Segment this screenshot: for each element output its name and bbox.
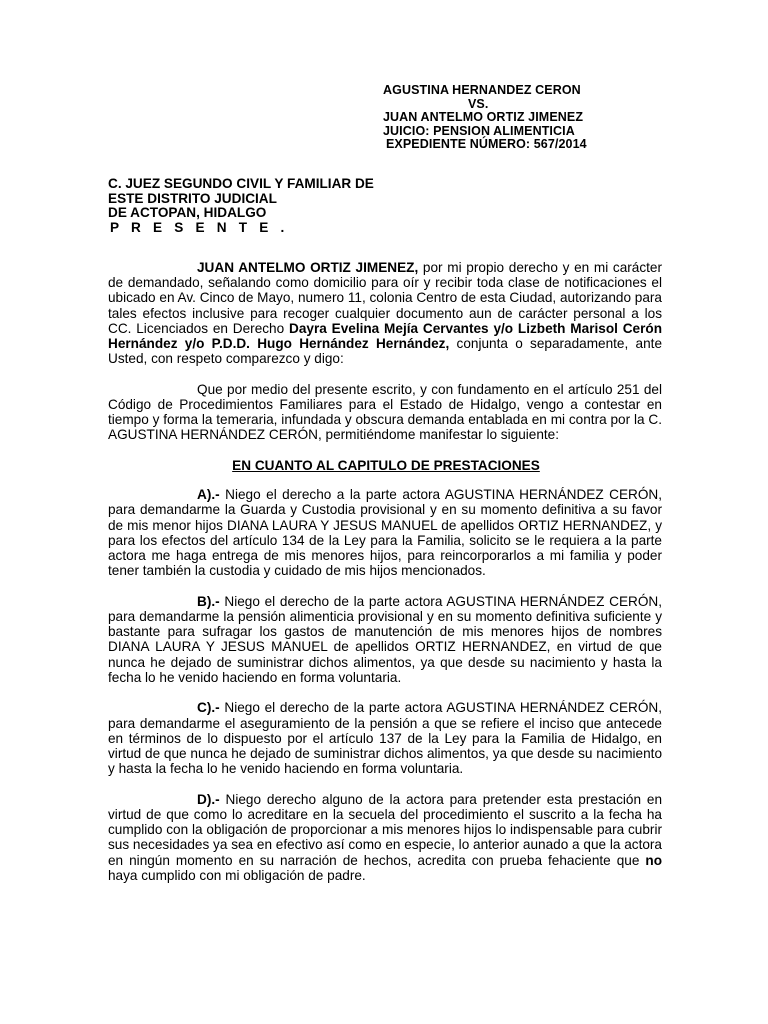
addressee-line-1: C. JUEZ SEGUNDO CIVIL Y FAMILIAR DE: [108, 176, 374, 191]
item-a-paragraph: [108, 487, 662, 578]
caption-trial: JUICIO: PENSION ALIMENTICIA: [383, 123, 575, 138]
item-c-text: Niego el derecho de la parte actora AGUSTINA HERNÁNDEZ CERÓN, para demandarme el aseguramiento de la pensión a que se refiere el inciso que antecede en términos de lo dispuesto por el artículo 137 de la Ley para la Familia de Hidalgo, en virtud de que nunca he dejado de suministrar dichos alimentos, ya que desde su nacimiento y hasta la fecha lo he venido haciendo en forma voluntaria.: [108, 700, 662, 777]
addressee-line-3: DE ACTOPAN, HIDALGO: [108, 205, 267, 221]
addressee-presente: P R E S E N T E .: [110, 219, 289, 235]
item-a-text: Niego el derecho a la parte actora AGUSTINA HERNÁNDEZ CERÓN, para demandarme la Guarda y Custodia provisional y en su momento definitiva a su favor de mis menor hijos DIANA LAURA Y JESUS MANUEL de apellidos ORTIZ HERNANDEZ, y para los efectos del artículo 134 de la Ley para la Familia, solicito se le requiera a la parte actora me haga entrega de mis menores hijos, para reincorporarlos a mi familia y poder tener también la custodia y cuidado de mis hijos mencionados.: [108, 487, 662, 579]
item-c-paragraph: [108, 700, 662, 776]
defendant-name: JUAN ANTELMO ORTIZ JIMENEZ,: [197, 260, 419, 275]
item-d-paragraph: [108, 792, 662, 883]
item-b-paragraph: [108, 594, 662, 685]
item-b-label: B).-: [197, 593, 220, 609]
intro-text-2: conjunta o separadamente, ante Usted, con respeto comparezco y digo:: [108, 336, 663, 367]
item-b-text: Niego el derecho de la parte actora AGUSTINA HERNÁNDEZ CERÓN, para demandarme la pensión alimenticia provisional y en su momento definitiva suficiente y bastante para sufragar los gastos de manutención de mis menores hijos de nombres DIANA LAURA Y JESUS MANUEL de apellidos ORTIZ HERNANDEZ, en virtud de que nunca he dejado de suministrar dichos alimentos, ya que desde su nacimiento y hasta la fecha lo he venido haciendo en forma voluntaria.: [108, 593, 662, 685]
caption-actor: AGUSTINA HERNANDEZ CERON: [383, 83, 581, 97]
authorized-lawyers: Dayra Evelina Mejía Cervantes y/o Lizbeth Marisol Cerón Hernández y/o P.D.D. Hugo Hernández Hernández,: [108, 320, 662, 352]
item-d-text-2: haya cumplido con mi obligación de padre.: [108, 867, 366, 883]
document-body: [108, 260, 662, 898]
case-caption: [383, 84, 683, 152]
item-c-label: C).-: [197, 700, 220, 716]
intro-text-1: por mi propio derecho y en mi carácter de demandado, señalando como domicilio para oír y recibir toda clase de notificaciones el ubicado en Av. Cinco de Mayo, numero 11, colonia Centro de esta Ciudad, autorizando para tales efectos inclusive para recoger cualquier documento aun de carácter personal a los CC. Licenciados en Derecho: [108, 260, 663, 336]
statement-text: Que por medio del presente escrito, y con fundamento en el artículo 251 del Código de Procedimientos Familiares para el Estado de Hidalgo, vengo a contestar en tiempo y forma la temeraria, infundada y obscura demanda entablada en mi contra por la C. AGUSTINA HERNÁNDEZ CERÓN, permitiéndome manifestar lo siguiente:: [108, 381, 662, 443]
addressee-line-2: ESTE DISTRITO JUDICIAL: [108, 190, 277, 206]
item-d-text-1: Niego derecho alguno de la actora para pretender esta prestación en virtud de que como lo acreditare en la secuela del procedimiento el suscrito a la fecha ha cumplido con la obligación de proporcionar a mis menores hijos lo indispensable para cubrir sus necesidades ya sea en efectivo así como en especie, lo anterior aunado a que la actora en ningún momento en su narración de hechos, acredita con prueba fehaciente que: [108, 791, 662, 868]
section-heading: EN CUANTO AL CAPITULO DE PRESTACIONES: [232, 458, 540, 474]
item-d-emphasis: no: [645, 852, 662, 868]
caption-defendant: JUAN ANTELMO ORTIZ JIMENEZ: [383, 110, 584, 124]
intro-paragraph: [108, 260, 662, 366]
caption-vs: VS.: [468, 96, 489, 111]
statement-paragraph: [108, 382, 662, 443]
caption-file-number: EXPEDIENTE NÚMERO: 567/2014: [386, 137, 587, 151]
item-a-label: A).-: [197, 487, 220, 503]
addressee-block: [108, 177, 508, 235]
item-d-label: D).-: [197, 791, 220, 807]
